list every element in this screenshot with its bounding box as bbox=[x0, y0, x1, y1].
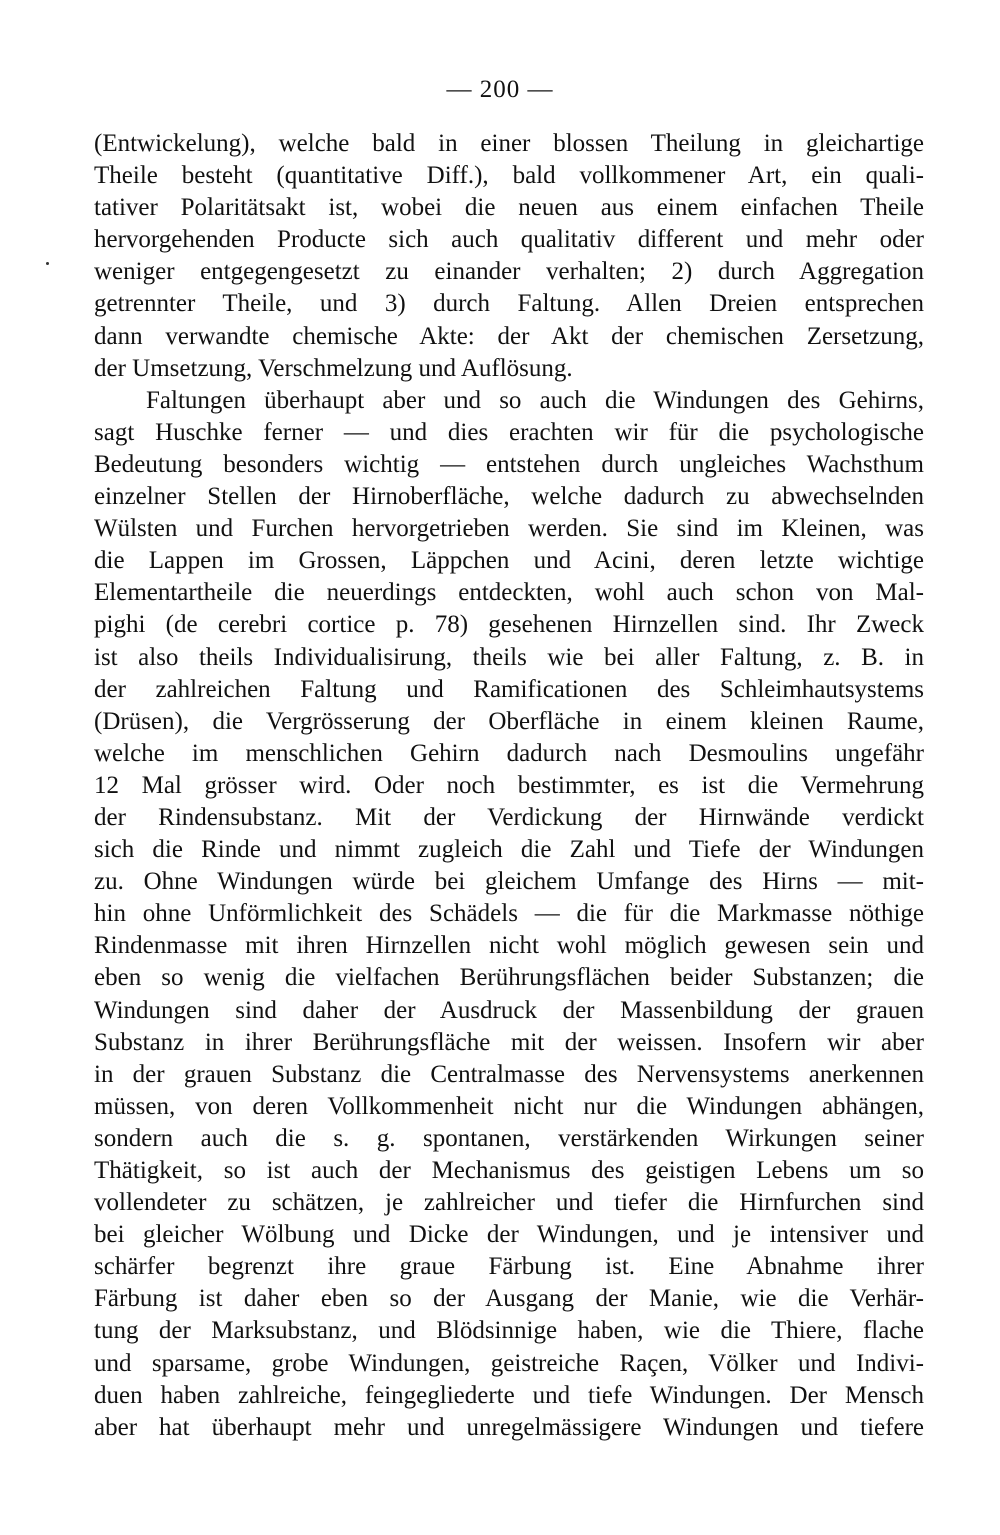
text-line: dann verwandte chemische Akte: der Akt der chemischen Zersetzung, bbox=[94, 322, 924, 350]
text-line: welche im menschlichen Gehirn dadurch nach Desmoulins ungefähr bbox=[94, 739, 924, 767]
text-line: Wülsten und Furchen hervorgetrieben werden. Sie sind im Kleinen, was bbox=[94, 515, 924, 543]
text-line: Elementartheile die neuerdings entdeckten, wohl auch schon von Mal- bbox=[94, 579, 924, 607]
text-line: pighi (de cerebri cortice p. 78) gesehenen Hirnzellen sind. Ihr Zweck bbox=[94, 611, 924, 639]
text-line: Thätigkeit, so ist auch der Mechanismus des geistigen Lebens um so bbox=[94, 1157, 924, 1184]
text-line: tung der Marksubstanz, und Blödsinnige haben, wie die Thiere, flache bbox=[94, 1317, 924, 1345]
text-line: Färbung ist daher eben so der Ausgang der Manie, wie die Verhär- bbox=[94, 1285, 924, 1313]
text-line: schärfer begrenzt ihre graue Färbung ist. Eine Abnahme ihrer bbox=[94, 1253, 924, 1281]
text-line: die Lappen im Grossen, Läppchen und Acini, deren letzte wichtige bbox=[94, 547, 924, 575]
text-line: vollendeter zu schätzen, je zahlreicher und tiefer die Hirnfurchen sind bbox=[94, 1189, 924, 1217]
text-line: der zahlreichen Faltung und Ramificationen des Schleimhautsystems bbox=[94, 675, 924, 703]
text-line: sich die Rinde und nimmt zugleich die Zahl und Tiefe der Windungen bbox=[94, 836, 924, 864]
text-line: eben so wenig die vielfachen Berührungsflächen beider Substanzen; die bbox=[94, 964, 924, 992]
text-line: aber hat überhaupt mehr und unregelmässigere Windungen und tiefere bbox=[94, 1413, 924, 1441]
text-line: (Drüsen), die Vergrösserung der Oberfläche in einem kleinen Raume, bbox=[94, 707, 924, 735]
text-line: 12 Mal grösser wird. Oder noch bestimmter, es ist die Vermehrung bbox=[94, 771, 924, 799]
paragraph-1 bbox=[94, 128, 924, 385]
text-line: bei gleicher Wölbung und Dicke der Windungen, und je intensiver und bbox=[94, 1221, 924, 1249]
text-line: Bedeutung besonders wichtig — entstehen durch ungleiches Wachsthum bbox=[94, 450, 924, 478]
text-line: ist also theils Individualisirung, theils wie bei aller Faltung, z. B. in bbox=[94, 643, 924, 671]
text-line: hin ohne Unförmlichkeit des Schädels — die für die Markmasse nöthige bbox=[94, 900, 924, 928]
text-line: weniger entgegengesetzt zu einander verhalten; 2) durch Aggregation bbox=[94, 258, 924, 286]
text-line: getrennter Theile, und 3) durch Faltung. Allen Dreien entsprechen bbox=[94, 290, 924, 318]
text-line: und sparsame, grobe Windungen, geistreiche Raçen, Völker und Indivi- bbox=[94, 1349, 924, 1377]
body-text bbox=[94, 128, 924, 1444]
text-line: Windungen sind daher der Ausdruck der Massenbildung der grauen bbox=[94, 996, 924, 1024]
margin-speck bbox=[46, 262, 49, 265]
paragraph-2 bbox=[94, 385, 924, 1444]
text-line: (Entwickelung), welche bald in einer blossen Theilung in gleichartige bbox=[94, 130, 924, 157]
text-line: der Umsetzung, Verschmelzung und Auflösung. bbox=[94, 354, 573, 382]
text-line: hervorgehenden Producte sich auch qualitativ different und mehr oder bbox=[94, 226, 924, 254]
text-line: Substanz in ihrer Berührungsfläche mit der weissen. Insofern wir aber bbox=[94, 1028, 924, 1056]
text-line: sagt Huschke ferner — und dies erachten wir für die psychologische bbox=[94, 418, 924, 446]
text-line: in der grauen Substanz die Centralmasse des Nervensystems anerkennen bbox=[94, 1060, 924, 1088]
text-line: müssen, von deren Vollkommenheit nicht nur die Windungen abhängen, bbox=[94, 1092, 924, 1120]
text-line: sondern auch die s. g. spontanen, verstärkenden Wirkungen seiner bbox=[94, 1124, 924, 1152]
text-line: einzelner Stellen der Hirnoberfläche, welche dadurch zu abwechselnden bbox=[94, 483, 924, 511]
text-line: Faltungen überhaupt aber und so auch die Windungen des Gehirns, bbox=[146, 386, 924, 414]
text-line: der Rindensubstanz. Mit der Verdickung der Hirnwände verdickt bbox=[94, 803, 924, 831]
text-line: Theile besteht (quantitative Diff.), bald vollkommener Art, ein quali- bbox=[94, 162, 924, 190]
page-number: — 200 — bbox=[446, 76, 554, 103]
text-line: tativer Polaritätsakt ist, wobei die neuen aus einem einfachen Theile bbox=[94, 194, 924, 222]
text-line: duen haben zahlreiche, feingegliederte und tiefe Windungen. Der Mensch bbox=[94, 1381, 924, 1409]
text-line: zu. Ohne Windungen würde bei gleichem Umfange des Hirns — mit- bbox=[94, 868, 924, 896]
text-line: Rindenmasse mit ihren Hirnzellen nicht wohl möglich gewesen sein und bbox=[94, 932, 924, 960]
